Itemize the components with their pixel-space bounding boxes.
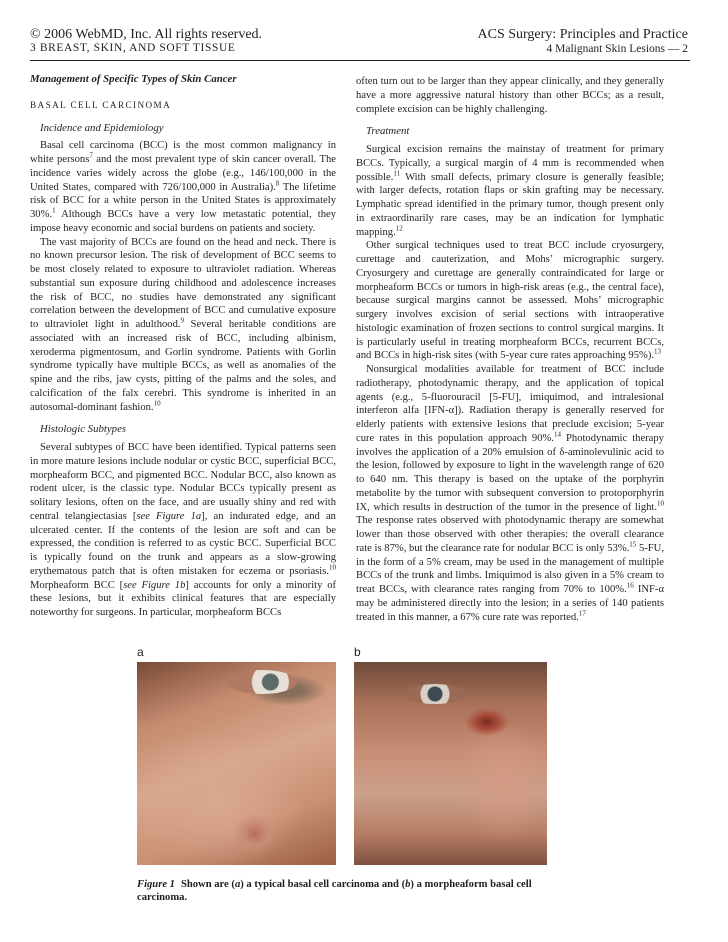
figure-ref-1b[interactable]: see Figure 1b	[123, 579, 186, 591]
heading-incidence: Incidence and Epidemiology	[40, 121, 164, 134]
paragraph-risk: The vast majority of BCCs are found on the head and neck. There is no known precursor lesion. The risk of development of BCC seems to be most closely related to exposure to ultraviolet radiation. Whereas substantial sun exposure during childhood and adolescence increases the risk of BCC, no studies have demonstrated any significant correlation between the development of BCC and cumulative exposure to ultraviolet light in adulthood.$^9$ Several heritable conditions are associated with an increased risk of BCC, including albinism, xeroderma pigmentosum, and Gorlin syndrome. Patients with Gorlin syndrome typically have multiple BCCs, as well as anomalies of the spine and the ribs, jaw cysts, pitting of the palms and the soles, and calcification of the falx cerebri. This syndrome is inherited in an autosomal-dominant fashion.$^{10}$	[30, 236, 336, 413]
paragraph-other-techniques: Other surgical techniques used to treat BCC include cryosurgery, curettage and cauterization, and Mohs’ micrographic surgery. Cryosurgery and curettage are generally contraindicated for large or morpheaform BCCs or tumors in high-risk areas (e.g., the central face), because surgical margins cannot be assessed. Mohs’ micrographic surgery involves excision of serial sections with intraoperative histologic examination of frozen sections to control surgical margins. It is particularly useful in treating morpheaform BCCs, recurrent BCCs, and BCCs in high-risk sites (with 5-year cure rates approaching 95%).$^{13}$	[356, 240, 664, 362]
figure-ref-1a[interactable]: see Figure 1a	[136, 510, 202, 522]
figure-label-a: a	[137, 645, 144, 659]
caption-figure-number: Figure 1	[137, 879, 175, 890]
header-rule	[30, 60, 690, 61]
paragraph-incidence: Basal cell carcinoma (BCC) is the most common malignancy in white persons$^7$ and the most prevalent type of skin cancer overall. The incidence varies widely across the globe (e.g., 146/100,000 in the United States, compared with 726/100,000 in Australia).$^8$ The lifetime risk of BCC for a white person in the United States is approximately 30%.$^1$ Although BCCs have a very low metastatic potential, they impose heavy economic and social burdens on patients and society.	[30, 140, 336, 234]
photo-eye-a	[227, 670, 297, 694]
figure-photo-basal-cell-carcinoma	[137, 662, 336, 865]
figure-caption: Figure 1 Shown are (a) a typical basal cell carcinoma and (b) a morpheaform basal cell carcinoma.	[137, 879, 532, 903]
section-title: Management of Specific Types of Skin Cancer	[30, 73, 237, 85]
figure-photo-morpheaform-bcc	[354, 662, 547, 865]
heading-histologic: Histologic Subtypes	[40, 423, 127, 436]
paragraph-subtypes: Several subtypes of BCC have been identified. Typical patterns seen in more mature lesions include nodular or cystic BCC, superficial BCC, morpheaform BCC, and pigmented BCC. Nodular BCC, also known as rodent ulcer, is the classic type. Nodular BCCs typically present as solitary lesions, often on the face, and are usually shiny and red with central telangiectasias [see Figure 1a], an indurated edge, and an ulcerated center. If the contents of the lesion are soft and can be expressed, the condition is referred to as cystic BCC. Superficial BCC is typically found on the trunk and appears as a slow-growing erythematous patch that is often mistaken for eczema or psoriasis.$^{10}$ Morpheaform BCC [see Figure 1b] accounts for only a minority of these lesions, but it exhibits clinical features that are especially noteworthy for surgeons. In particular, morpheaform BCCs	[30, 442, 337, 618]
paragraph-surgical: Surgical excision remains the mainstay of treatment for primary BCCs. Typically, a surgical margin of 4 mm is recommended when possible.$^{11}$ With small defects, primary closure is generally feasible; with larger defects, rotation flaps or skin grafting may be necessary. Lymphatic spread identified in the primary tumor, though present only in extraordinarily rare cases, may be an indication for lymphatic mapping.$^{12}$	[356, 144, 664, 238]
paragraph-continuation: often turn out to be larger than they appear clinically, and they generally have a more aggressive natural history than other BCCs; as a result, complete excision can be highly challenging.	[356, 76, 664, 115]
left-column	[30, 70, 336, 620]
header-book-title: ACS Surgery: Principles and Practice	[477, 27, 688, 42]
heading-treatment: Treatment	[366, 125, 410, 138]
figure-label-b: b	[354, 645, 361, 659]
header-chapter: 4 Malignant Skin Lesions — 2	[546, 43, 688, 55]
header-section: 3 BREAST, SKIN, AND SOFT TISSUE	[30, 42, 236, 54]
paragraph-nonsurgical: Nonsurgical modalities available for treatment of BCC include radiotherapy, photodynamic therapy, and the application of topical agents (e.g., 5-fluorouracil [5-FU], imiquimod, and intralesional interferon alfa [IFN-α]). Radiation therapy is generally reserved for elderly patients with extensive lesions that preclude excision; 5-year cure rates in this population approach 90%.$^{14}$ Photodynamic therapy involves the application of a 20% emulsion of δ-aminolevulinic acid to the lesion, followed by exposure to light in the wavelength range of 620 to 640 nm. This therapy is based on the uptake of the porphyrin metabolite by the tumor with subsequent conversion to protoporphyrin IX, which results in destruction of the tumor in the presence of light.$^{10}$ The response rates observed with photodynamic therapy are somewhat lower than those observed with other therapies: the overall clearance rate is 87%, but the clearance rate for nodular BCC is only 53%.$^{15}$ 5-FU, in the form of a 5% cream, may be used in the management of multiple BCCs of the trunk and limbs. Imiquimod is also given in a 5% cream to treat BCCs, with clearance rates ranging from 70% to 100%.$^{16}$ INF-α may be administered directly into the lesion; in a series of 140 patients treated in this manner, a 67% cure rate was reported.$^{17}$	[356, 364, 664, 623]
header-copyright: © 2006 WebMD, Inc. All rights reserved.	[30, 27, 263, 42]
photo-eye-b	[404, 684, 466, 704]
right-column	[356, 75, 664, 624]
subsection-title: BASAL CELL CARCINOMA	[30, 99, 172, 110]
